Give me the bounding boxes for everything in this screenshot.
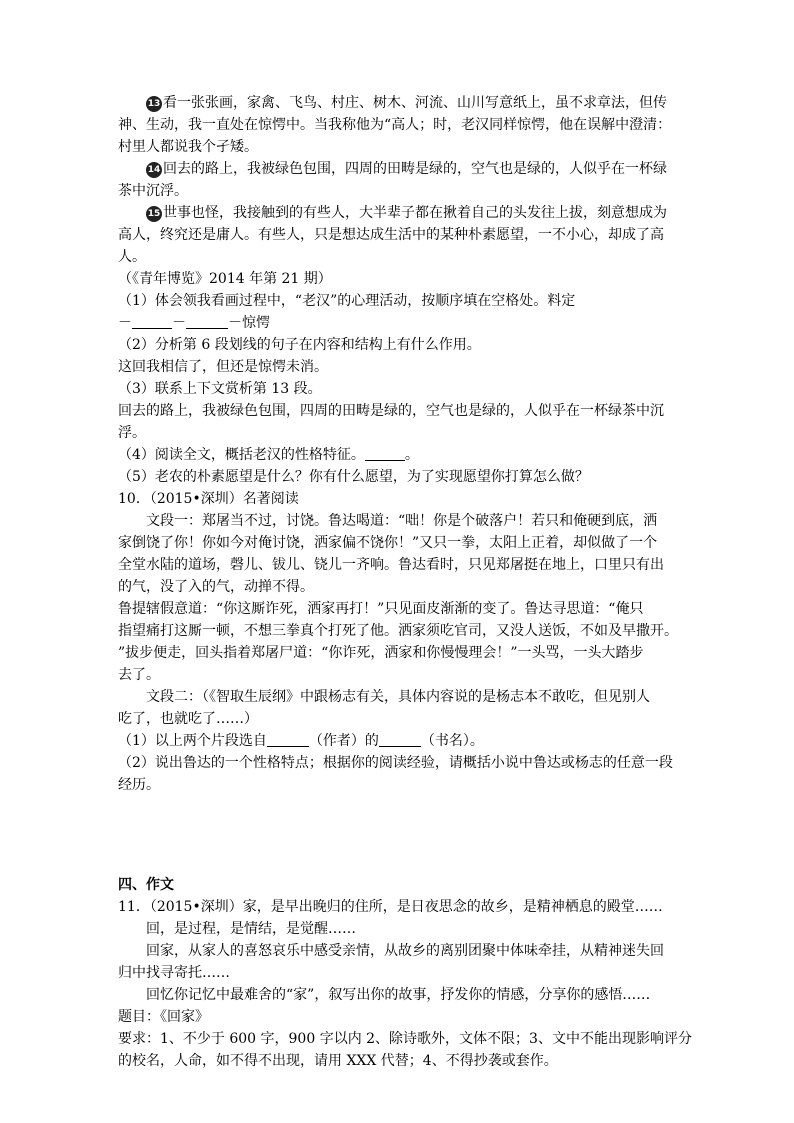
- question-2: （2）分析第 6 段划线的句子在内容和结构上有什么作用。: [118, 337, 481, 353]
- paragraph-15-line-2: 高人，终究还是庸人。有些人，只是想达成生活中的某种朴素愿望，一不小心，却成了高: [118, 227, 664, 243]
- question-3-quote-line-1: 回去的路上，我被绿色包围，四周的田畴是绿的，空气也是绿的，人似乎在一杯绿茶中沉: [118, 403, 664, 419]
- author-blank: [267, 732, 309, 747]
- fragment-1b-line-4: 去了。: [118, 667, 160, 683]
- circled-number-15: 15: [146, 206, 162, 222]
- fragment-1-line-3: 全堂水陆的道场，磬儿、钹儿、铙儿一齐响。鲁达看时，只见郑屠挺在地上，口里只有出: [118, 557, 664, 573]
- question-3: （3）联系上下文赏析第 13 段。: [118, 381, 322, 397]
- question-10-title: 10．（2015•深圳）名著阅读: [118, 491, 299, 507]
- requirements-line-2: 的校名，人命，如不得不出现，请用 XXX 代替；4、不得抄袭或套作。: [118, 1053, 558, 1069]
- question-11-line-1: 11．（2015•深圳）家，是早出晚归的住所，是日夜思念的故乡，是精神栖息的殿堂……: [118, 899, 663, 915]
- paragraph-15-line-3: 人。: [118, 249, 146, 265]
- question-1-blanks: － － －惊愕: [118, 315, 270, 331]
- question-2-quote: 这回我相信了，但还是惊愕未消。: [118, 359, 328, 375]
- composition-title: 题目：《回家》: [118, 1009, 209, 1025]
- answer-blank: [132, 314, 172, 329]
- paragraph-14-line-1: 14 回去的路上，我被绿色包围，四周的田畴是绿的，空气也是绿的，人似乎在一杯绿: [147, 161, 667, 177]
- source-citation: （《青年博览》2014 年第 21 期）: [118, 271, 332, 287]
- question-5: （5）老农的朴素愿望是什么？你有什么愿望，为了实现愿望你打算怎么做？: [118, 469, 589, 485]
- question-10-2-line-2: 经历。: [118, 777, 160, 793]
- fragment-1-line-4: 的气，没了入的气，动掸不得。: [118, 579, 314, 595]
- answer-blank: [186, 314, 228, 329]
- question-11-line-5: 回忆你记忆中最难舍的“家”，叙写出你的故事，抒发你的情感，分享你的感悟……: [146, 987, 651, 1003]
- circled-number-13: 13: [146, 96, 162, 112]
- question-4: （4）阅读全文，概括老汉的性格特征。 。: [118, 447, 419, 463]
- paragraph-15-line-1: 15 世事也怪，我接触到的有些人，大半辈子都在揪着自己的头发往上拔，刻意想成为: [147, 205, 667, 221]
- fragment-1b-line-2: 指望痛打这厮一顿，不想三拳真个打死了他。洒家须吃官司，又没人送饭，不如及早撒开。: [118, 623, 678, 639]
- question-10-1: （1）以上两个片段选自 （作者）的 （书名）。: [118, 733, 484, 749]
- requirements-line-1: 要求：1、不少于 600 字，900 字以内 2、除诗歌外，文体不限；3、文中不能出现影响评分: [118, 1031, 692, 1047]
- fragment-1b-line-1: 鲁提辖假意道：“你这厮诈死，洒家再打！”只见面皮渐渐的变了。鲁达寻思道：“俺只: [118, 601, 644, 617]
- answer-blank: [365, 446, 405, 461]
- paragraph-14-line-2: 茶中沉浮。: [118, 183, 188, 199]
- question-11-line-3: 回家，从家人的喜怒哀乐中感受亲情，从故乡的离别团聚中体味牵挂，从精神迷失回: [146, 943, 664, 959]
- book-title-blank: [379, 732, 421, 747]
- fragment-1b-line-3: ”拔步便走，回头指着郑屠尸道：“你诈死，洒家和你慢慢理会！”一头骂，一头大踏步: [118, 645, 644, 661]
- paragraph-13-line-2: 神、生动，我一直处在惊愕中。当我称他为“高人；时，老汉同样惊愕，他在误解中澄清：: [118, 117, 672, 133]
- fragment-2-line-2: 吃了，也就吃了……）: [118, 711, 258, 727]
- question-11-line-4: 归中找寻寄托……: [118, 965, 230, 981]
- fragment-1-line-2: 家倒饶了你！你如今对俺讨饶，洒家偏不饶你！”又只一拳，太阳上正着，却似做了一个: [118, 535, 658, 551]
- paragraph-13-line-3: 村里人都说我个孑矮。: [118, 139, 258, 155]
- question-1: （1）体会领我看画过程中，“老汉”的心理活动，按顺序填在空格处。料定: [118, 293, 576, 309]
- paragraph-13-line-1: 13 看一张张画，家禽、飞鸟、村庄、树木、河流、山川写意纸上，虽不求章法，但传: [147, 95, 667, 111]
- question-3-quote-line-2: 浮。: [118, 425, 146, 441]
- circled-number-14: 14: [146, 162, 162, 178]
- fragment-1-line-1: 文段一：郑屠当不过，讨饶。鲁达喝道：“咄！你是个破落户！若只和俺硬到底，洒: [146, 513, 658, 529]
- question-11-line-2: 回，是过程，是情结，是觉醒……: [146, 921, 356, 937]
- fragment-2-line-1: 文段二：（《智取生辰纲》中跟杨志有关，具体内容说的是杨志本不敢吃，但见别人: [146, 689, 650, 705]
- section-heading-composition: 四、作文: [118, 877, 174, 893]
- question-10-2-line-1: （2）说出鲁达的一个性格特点；根据你的阅读经验，请概括小说中鲁达或杨志的任意一段: [118, 755, 673, 771]
